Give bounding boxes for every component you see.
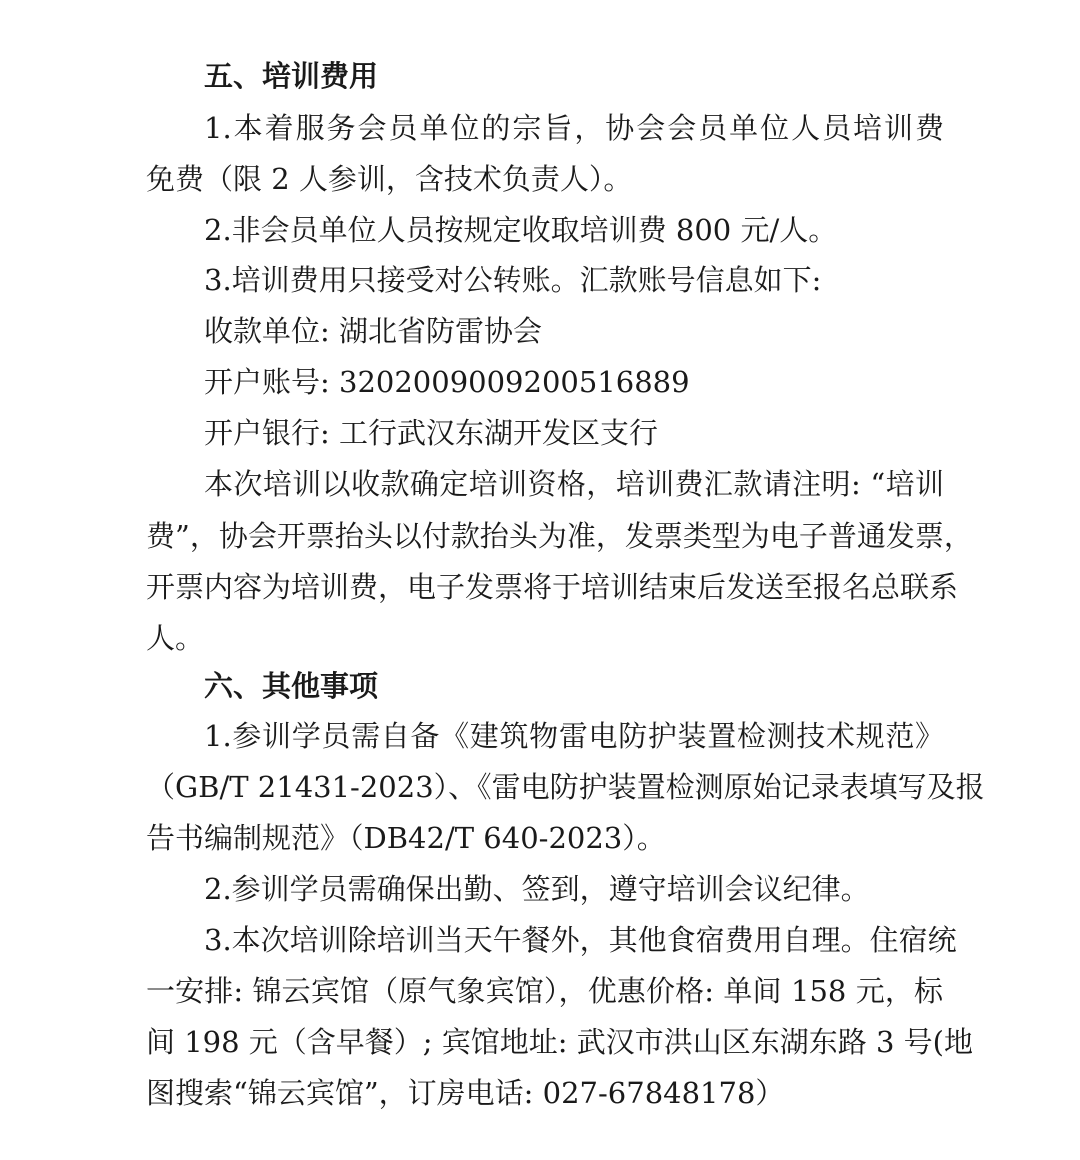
section-heading-other: 六、其他事项 — [204, 669, 379, 703]
bank-line: 开户银行: 工行武汉东湖开发区支行 — [204, 416, 658, 450]
fees-item-2: 2.非会员单位人员按规定收取培训费 800 元/人。 — [204, 213, 838, 247]
other-item-3-line-2: 一安排: 锦云宾馆（原气象宾馆），优惠价格: 单间 158 元，标 — [146, 974, 943, 1008]
other-item-1-line-3: 告书编制规范》（DB42/T 640-2023）。 — [146, 821, 666, 855]
other-item-1-line-2: （GB/T 21431-2023）、《雷电防护装置检测原始记录表填写及报 — [146, 770, 985, 804]
payment-note-line-4: 人。 — [146, 621, 205, 655]
fees-item-3: 3.培训费用只接受对公转账。汇款账号信息如下: — [204, 263, 822, 297]
payee-line: 收款单位: 湖北省防雷协会 — [204, 314, 542, 348]
other-item-3-line-4: 图搜索“锦云宾馆”，订房电话: 027-67848178） — [146, 1076, 785, 1110]
other-item-1-line-1: 1.参训学员需自备《建筑物雷电防护装置检测技术规范》 — [204, 719, 944, 753]
fees-item-1-line-1: 1.本着服务会员单位的宗旨，协会会员单位人员培训费 — [204, 111, 944, 145]
other-item-2: 2.参训学员需确保出勤、签到，遵守培训会议纪律。 — [204, 872, 870, 906]
fees-item-1-line-2: 免费（限 2 人参训，含技术负责人）。 — [146, 162, 633, 196]
payment-note-line-1: 本次培训以收款确定培训资格，培训费汇款请注明: “培训 — [204, 467, 944, 501]
section-heading-fees: 五、培训费用 — [204, 59, 379, 93]
account-line: 开户账号: 3202009009200516889 — [204, 365, 690, 399]
other-item-3-line-3: 间 198 元（含早餐）; 宾馆地址: 武汉市洪山区东湖东路 3 号(地 — [146, 1025, 973, 1059]
payment-note-line-3: 开票内容为培训费，电子发票将于培训结束后发送至报名总联系 — [146, 570, 959, 604]
other-item-3-line-1: 3.本次培训除培训当天午餐外，其他食宿费用自理。住宿统 — [204, 923, 957, 957]
payment-note-line-2: 费”，协会开票抬头以付款抬头为准，发票类型为电子普通发票， — [146, 519, 973, 553]
